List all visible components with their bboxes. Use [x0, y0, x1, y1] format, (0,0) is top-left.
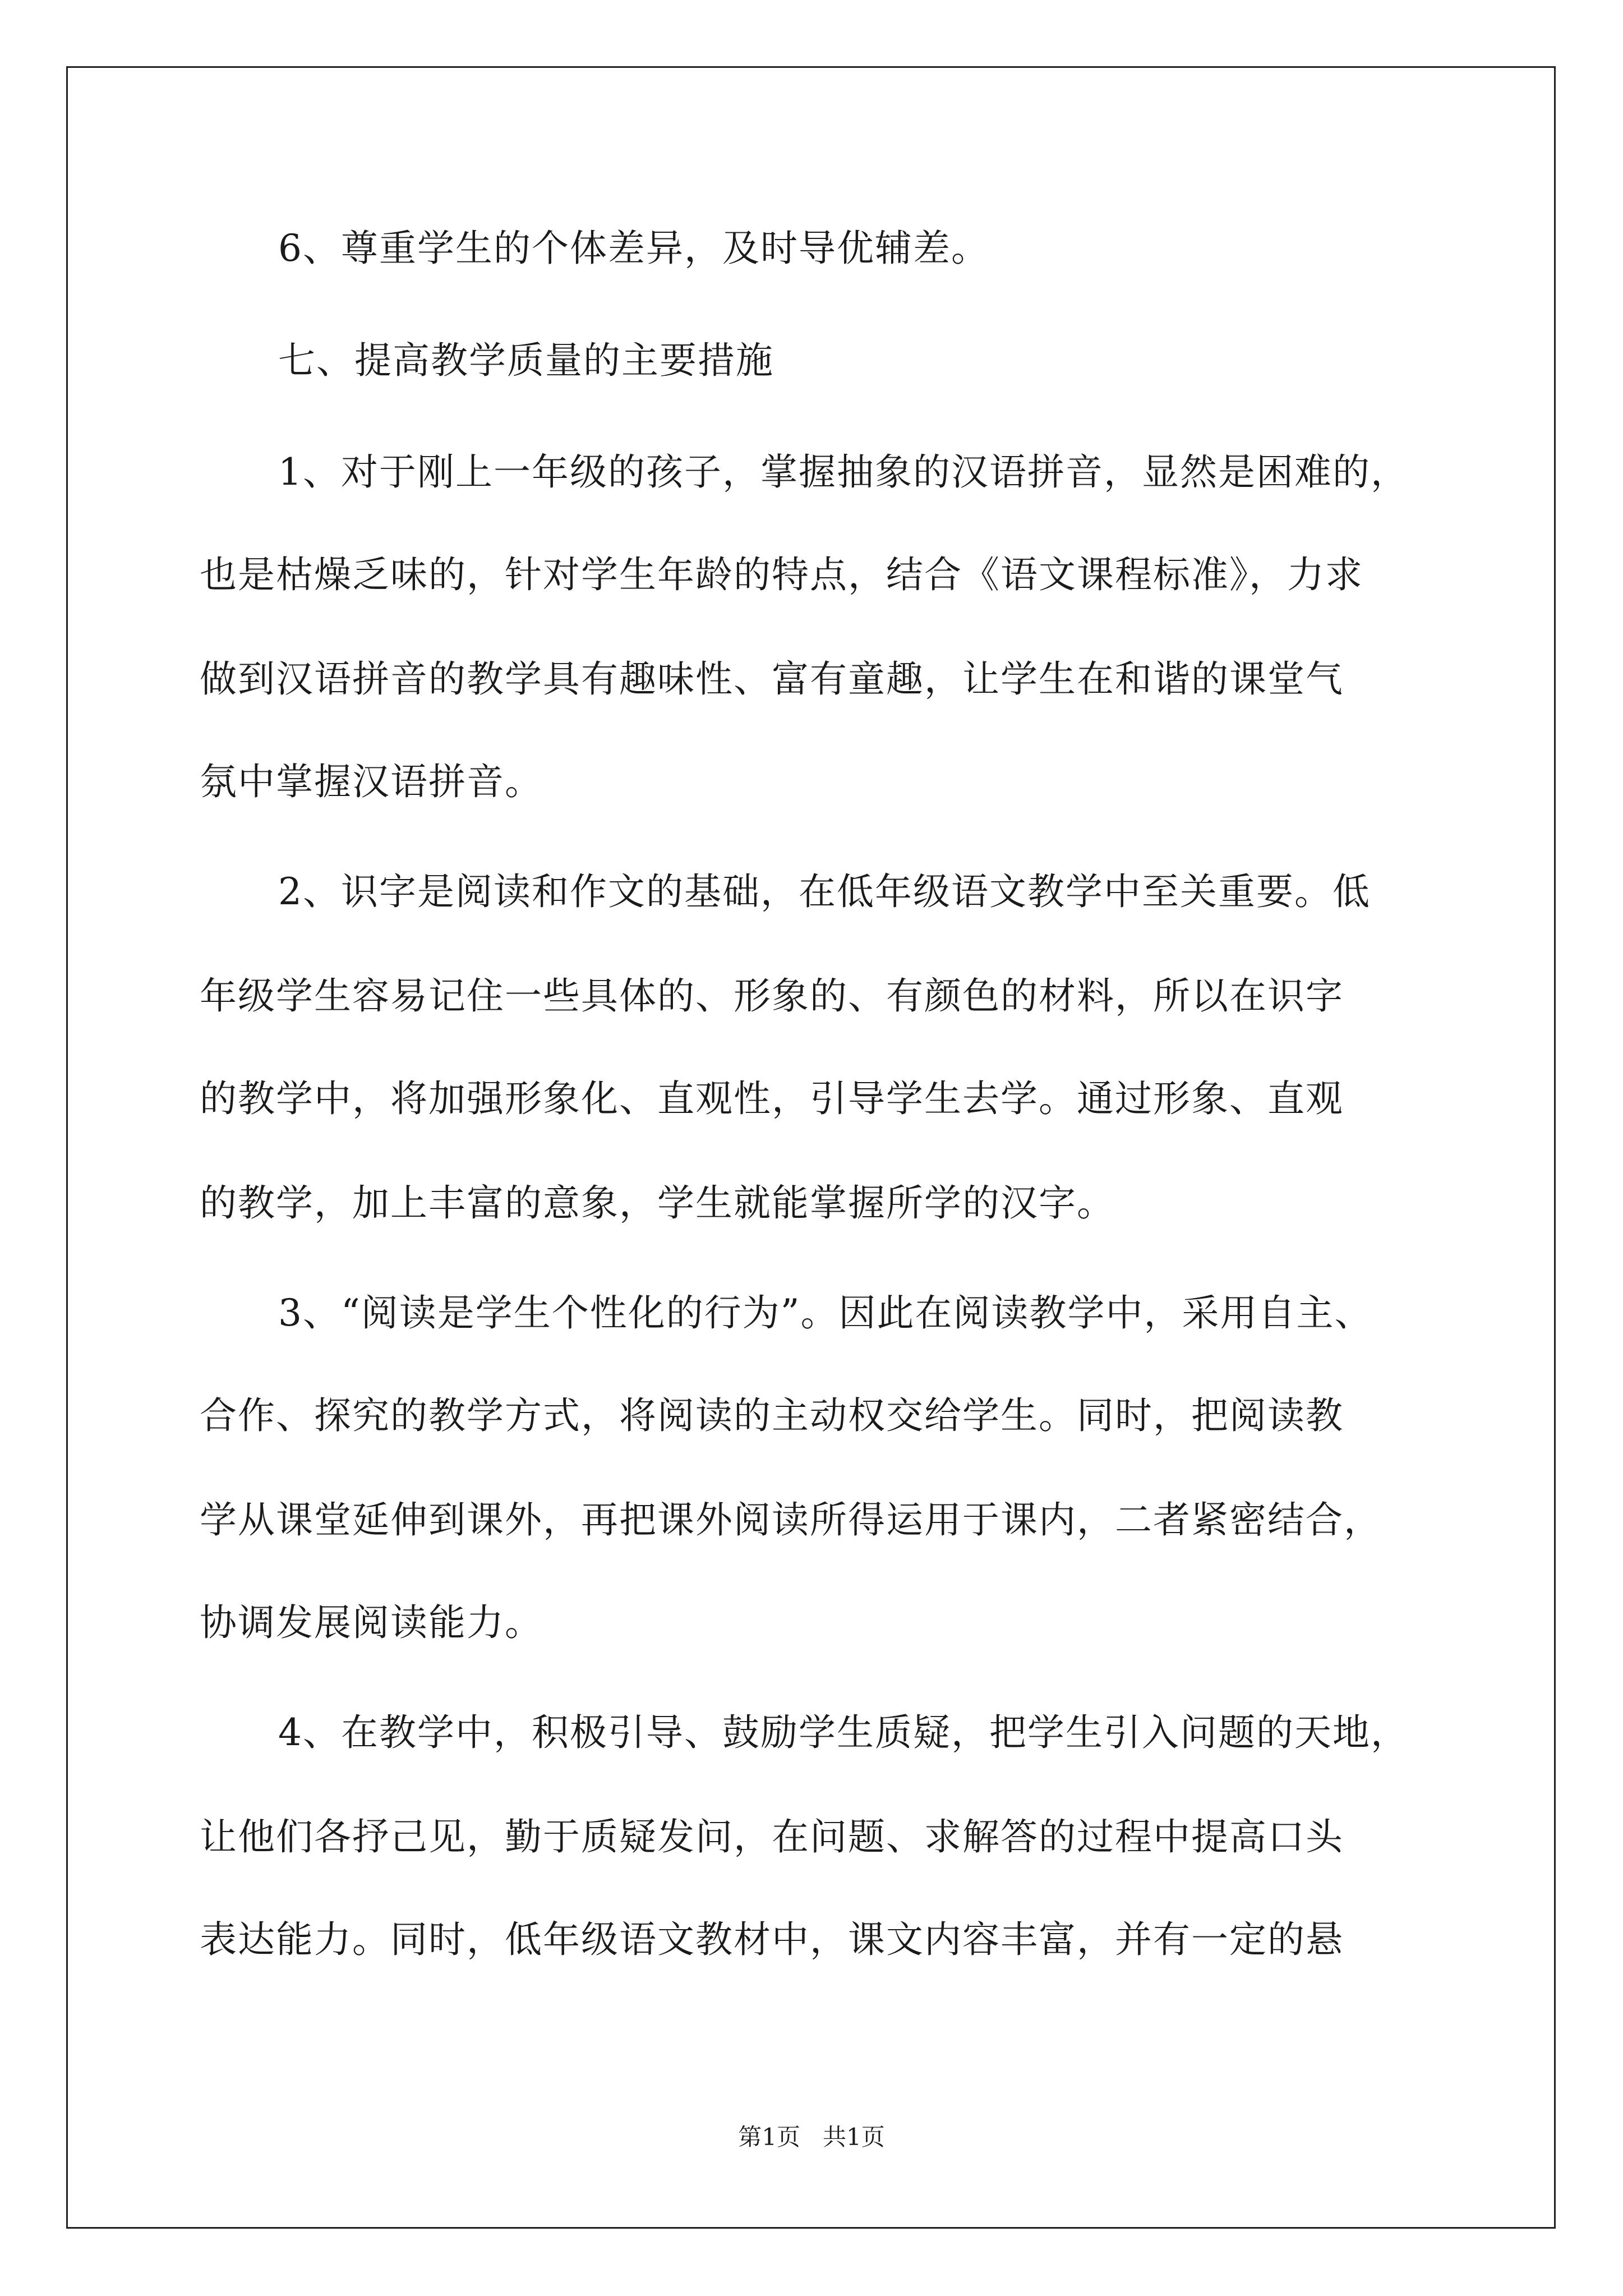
text-line: 协调发展阅读能力。	[200, 1601, 543, 1644]
text-line: 3、“阅读是学生个性化的行为”。因此在阅读教学中，采用自主、	[278, 1291, 1373, 1335]
page-border	[66, 66, 1556, 2229]
text-line: 合作、探究的教学方式，将阅读的主动权交给学生。同时，把阅读教	[200, 1394, 1344, 1437]
text-line: 年级学生容易记住一些具体的、形象的、有颜色的材料，所以在识字	[200, 974, 1344, 1018]
text-line: 做到汉语拼音的教学具有趣味性、富有童趣，让学生在和谐的课堂气	[200, 657, 1344, 701]
text-line: 学从课堂延伸到课外，再把课外阅读所得运用于课内，二者紧密结合，	[200, 1498, 1382, 1542]
text-line: 表达能力。同时，低年级语文教材中，课文内容丰富，并有一定的悬	[200, 1918, 1344, 1961]
text-line: 4、在教学中，积极引导、鼓励学生质疑，把学生引入问题的天地，	[278, 1711, 1409, 1754]
text-line: 也是枯燥乏味的，针对学生年龄的特点，结合《语文课程标准》，力求	[200, 553, 1363, 596]
text-line: 6、尊重学生的个体差异，及时导优辅差。	[278, 227, 989, 270]
text-line: 的教学中，将加强形象化、直观性，引导学生去学。通过形象、直观	[200, 1077, 1344, 1120]
text-line: 的教学，加上丰富的意象，学生就能掌握所学的汉字。	[200, 1181, 1115, 1225]
text-line: 1、对于刚上一年级的孩子，掌握抽象的汉语拼音，显然是困难的，	[278, 450, 1409, 494]
text-line: 氛中掌握汉语拼音。	[200, 760, 543, 803]
page-number-footer: 第1页 共1页	[738, 2123, 885, 2151]
section-heading: 七、提高教学质量的主要措施	[278, 339, 774, 382]
text-line: 让他们各抒己见，勤于质疑发问，在问题、求解答的过程中提高口头	[200, 1815, 1344, 1858]
text-line: 2、识字是阅读和作文的基础，在低年级语文教学中至关重要。低	[278, 870, 1371, 913]
